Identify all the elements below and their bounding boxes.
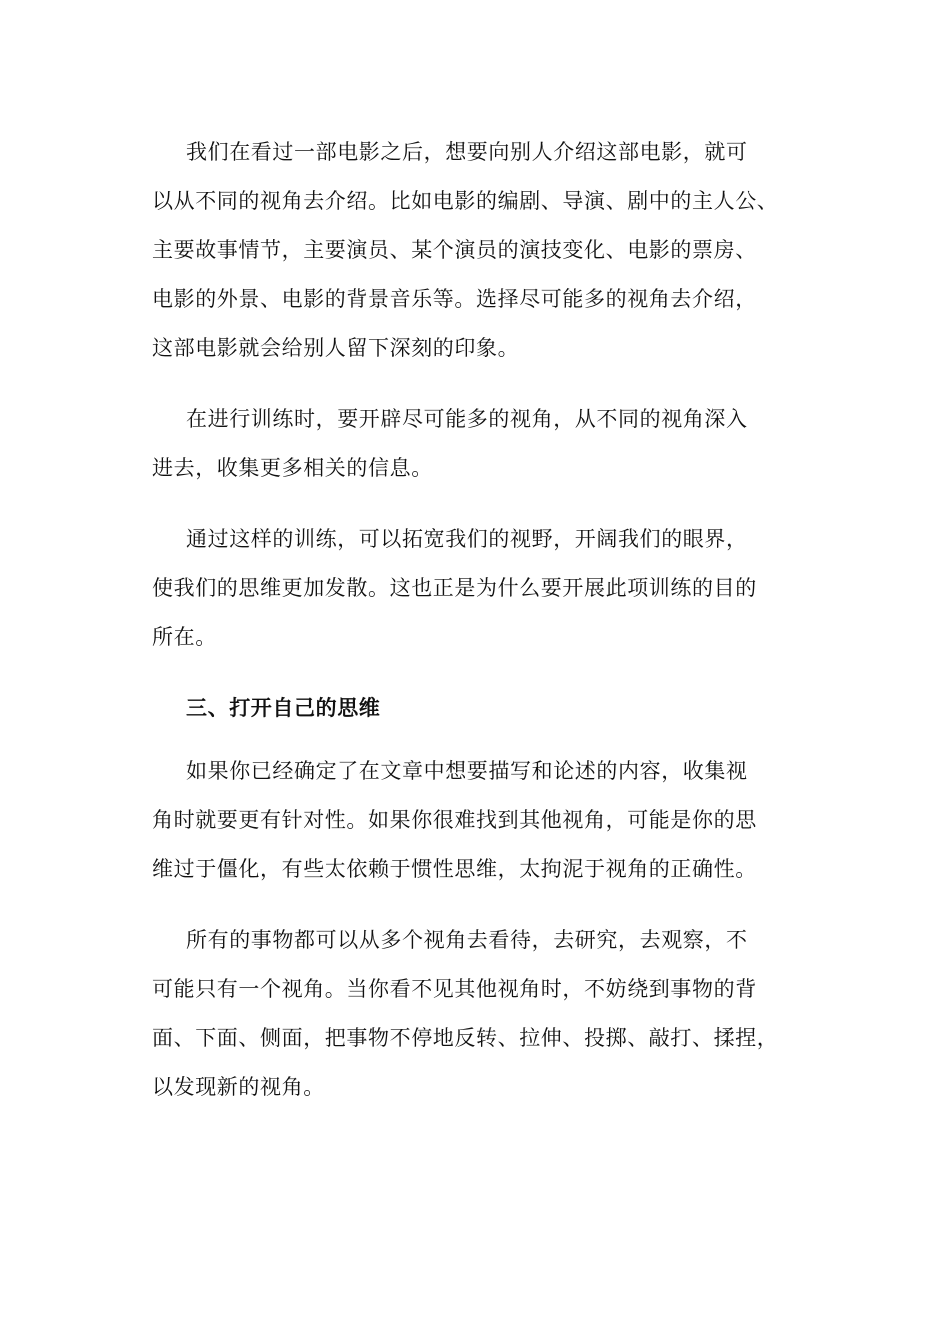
paragraph-5-line-2: 可能只有一个视角。当你看不见其他视角时，不妨绕到事物的背	[152, 977, 757, 1001]
paragraph-3-line-3: 所在。	[152, 625, 217, 649]
section-heading: 三、打开自己的思维	[186, 696, 381, 720]
paragraph-3-line-1: 通过这样的训练，可以拓宽我们的视野，开阔我们的眼界，	[186, 527, 748, 551]
paragraph-1-line-1: 我们在看过一部电影之后，想要向别人介绍这部电影，就可	[186, 140, 748, 164]
paragraph-2-line-2: 进去，收集更多相关的信息。	[152, 456, 433, 480]
paragraph-4-line-3: 维过于僵化，有些太依赖于惯性思维，太拘泥于视角的正确性。	[152, 857, 757, 881]
paragraph-4-line-1: 如果你已经确定了在文章中想要描写和论述的内容，收集视	[186, 759, 748, 783]
paragraph-1-line-2: 以从不同的视角去介绍。比如电影的编剧、导演、剧中的主人公、	[152, 189, 779, 213]
paragraph-4-line-2: 角时就要更有针对性。如果你很难找到其他视角，可能是你的思	[152, 808, 757, 832]
paragraph-5-line-3: 面、下面、侧面，把事物不停地反转、拉伸、投掷、敲打、揉捏，	[152, 1026, 779, 1050]
paragraph-5-line-1: 所有的事物都可以从多个视角去看待，去研究，去观察，不	[186, 928, 748, 952]
paragraph-1-line-4: 电影的外景、电影的背景音乐等。选择尽可能多的视角去介绍，	[152, 287, 757, 311]
paragraph-3-line-2: 使我们的思维更加发散。这也正是为什么要开展此项训练的目的	[152, 576, 757, 600]
paragraph-1-line-5: 这部电影就会给别人留下深刻的印象。	[152, 336, 520, 360]
paragraph-2-line-1: 在进行训练时，要开辟尽可能多的视角，从不同的视角深入	[186, 407, 748, 431]
paragraph-1-line-3: 主要故事情节，主要演员、某个演员的演技变化、电影的票房、	[152, 238, 757, 262]
paragraph-5-line-4: 以发现新的视角。	[152, 1075, 325, 1099]
